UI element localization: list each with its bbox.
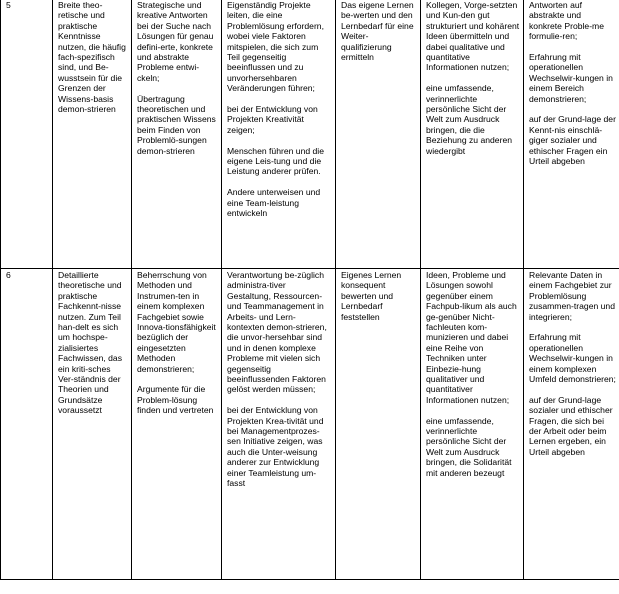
cell-paragraph: Eigenständig Projekte leiten, die eine Problemlösung erfordern, wobei viele Faktoren mitspielen, die sich zum Teil gegenseitig beeinflussen und zu unvorhersehbaren Veränderungen führen; [227,0,324,94]
communication-cell [421,269,524,580]
cell-paragraph: Erfahrung mit operationellen Wechselwir-kungen in einem Bereich demonstrieren; [529,52,613,104]
cell-paragraph: Eigenes Lernen konsequent bewerten und Lernbedarf feststellen [341,270,402,322]
cell-paragraph: Argumente für die Problem-lösung finden und vertreten [137,384,214,416]
autonomy-cell [222,0,336,269]
autonomy-cell [222,269,336,580]
cell-paragraph: Verantwortung be-züglich administra-tiver Gestaltung, Ressourcen- und Teammanagement in Arbeits- und Lern-kontexten demon-strieren, die unvor-hersehbar sind und in denen komplexe Probleme mit vielen sich gegenseitig beeinflussenden Faktoren gelöst werden müssen; [227,270,327,395]
table-row [1,0,619,269]
cell-paragraph: Strategische und kreative Antworten bei der Suche nach Lösungen für genau defini-erte, konkrete und abstrakte Probleme entwi-ckeln; [137,0,214,83]
cell-paragraph: Breite theo-retische und praktische Kenntnisse nutzen, die häufig fach-spezifisch sind, und Be-wusstsein für die Grenzen der Wissens-basis demon-strieren [58,0,126,115]
cell-paragraph: eine umfassende, verinnerlichte persönliche Sicht der Welt zum Ausdruck bringen, die Solidarität mit anderen bezeugt [426,415,512,478]
social-cell [524,269,619,580]
cell-paragraph: Erfahrung mit operationellen Wechselwir-kungen in einem komplexen Umfeld demonstrieren; [529,332,616,385]
cell-paragraph: Menschen führen und die eigene Leis-tung und die Leistung anderer prüfen. [227,145,324,177]
communication-cell [421,0,524,269]
cell-paragraph: Beherrschung von Methoden und Instrumen-ten in einem komplexen Fachgebiet sowie Innova-tionsfähigkeit bezüglich der eingesetzten Methoden demonstrieren; [137,270,216,374]
skills-cell [132,269,222,580]
learning-cell [336,0,421,269]
cell-paragraph: Antworten auf abstrakte und konkrete Proble-me formulie-ren; [529,0,604,42]
cell-paragraph: Übertragung theoretischen und praktischen Wissens beim Finden von Problemlö-sungen demon-strieren [137,93,216,156]
knowledge-cell [53,269,132,580]
skills-cell [132,0,222,269]
level-cell [1,0,53,269]
cell-paragraph: Andere unterweisen und eine Team-leistung entwickeln [227,187,321,219]
social-cell [524,0,619,269]
cell-paragraph: bei der Entwicklung von Projekten Kreativität zeigen; [227,104,318,135]
cell-paragraph: Kollegen, Vorge-setzten und Kun-den gut strukturiert und kohärent Ideen übermitteln und dabei qualitative und quantitative Informationen nutzen; [426,0,520,73]
cell-paragraph: bei der Entwicklung von Projekten Krea-tivität und bei Managementprozes-sen Initiative zeigen, was auch die Unter-weisung anderer zur Entwicklung einer Teamleistung um-fasst [227,405,324,489]
cell-paragraph: Detaillierte theoretische und praktische Fachkennt-nisse nutzen. Zum Teil han-delt es sich um hochspe-zialisiertes Fachwissen, das ein kriti-sches Ver-ständnis der Theorien und Grundsätze voraussetzt [58,270,123,416]
level-cell [1,269,53,580]
cell-paragraph: auf der Grund-lage der Kennt-nis einschlä-giger sozialer und ethischer Fragen ein Urteil abgeben [529,114,616,167]
knowledge-cell [53,0,132,269]
cell-paragraph: auf der Grund-lage sozialer und ethischer Fragen, die sich bei der Arbeit oder beim Lernen ergeben, ein Urteil abgeben [529,394,613,457]
level-number: 6 [6,270,11,280]
cell-paragraph: Relevante Daten in einem Fachgebiet zur Problemlösung zusammen-tragen und integrieren; [529,270,615,322]
table-row [1,269,619,580]
learning-cell [336,269,421,580]
cell-paragraph: eine umfassende, verinnerlichte persönliche Sicht der Welt zum Ausdruck bringen, die die Beziehung zu anderen wiedergibt [426,83,513,156]
cell-paragraph: Ideen, Probleme und Lösungen sowohl gegenüber einem Fachpub-likum als auch ge-genüber Nicht-fachleuten kom-munizieren und dabei eine Reihe von Techniken unter Einbezie-hung qualitativer und quantitativer Informationen nutzen; [426,270,517,405]
level-number: 5 [6,0,11,10]
cell-paragraph: Das eigene Lernen be-werten und den Lernbedarf für eine Weiter-qualifizierung ermitteln [341,0,414,63]
